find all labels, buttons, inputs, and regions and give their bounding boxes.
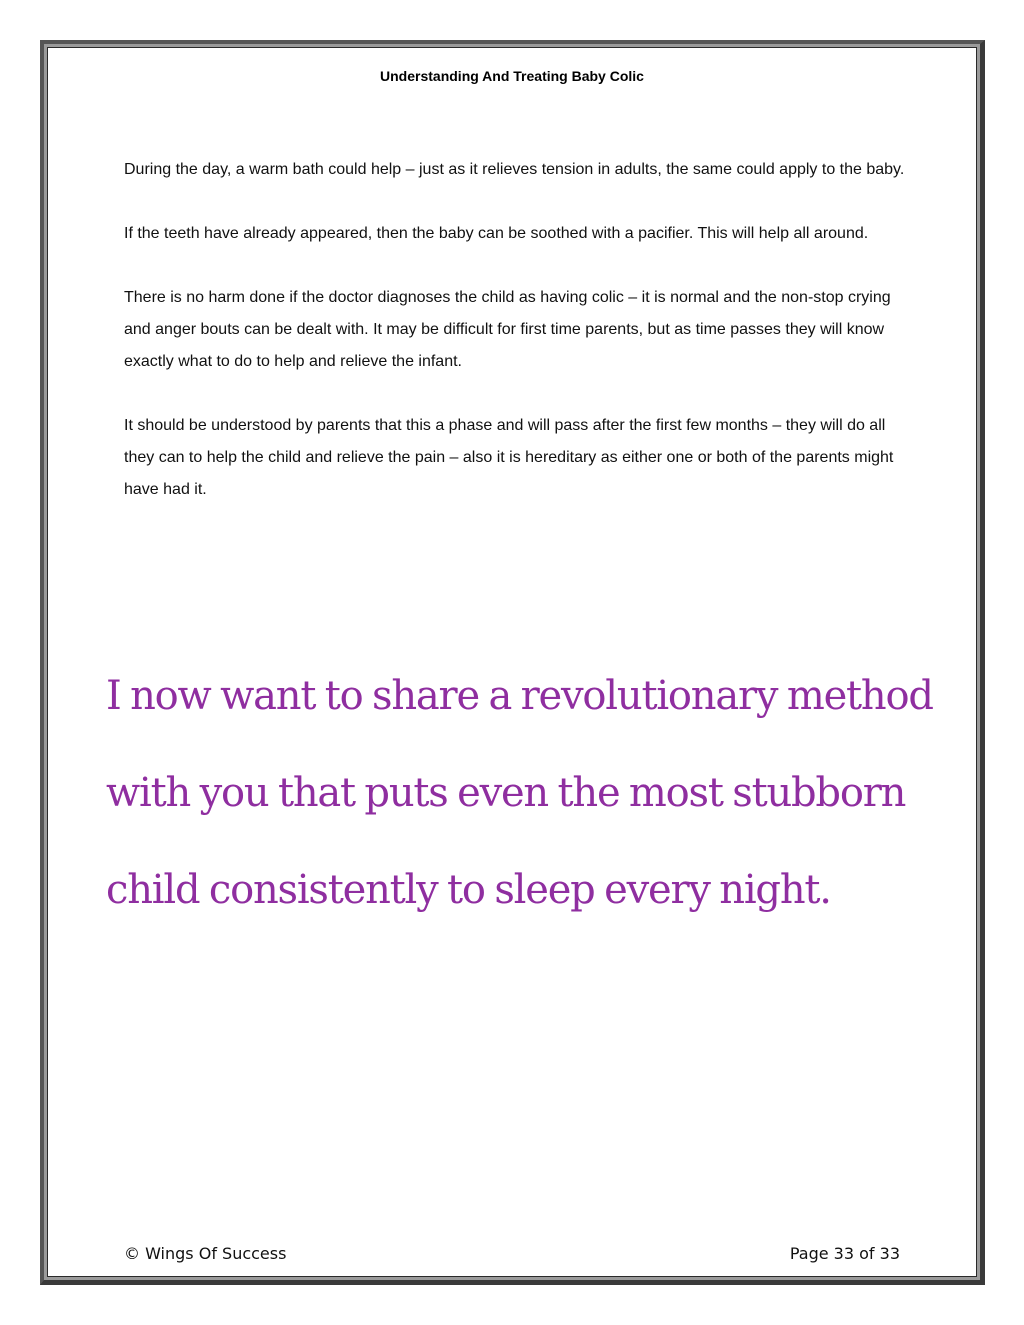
promo-callout: I now want to share a revolutionary method with you that puts even the most stubborn child consistently to sleep every night.	[106, 673, 933, 913]
copyright-text: © Wings Of Success	[124, 1244, 287, 1263]
page-number: Page 33 of 33	[789, 1244, 900, 1263]
paragraph-phase: It should be understood by parents that this a phase and will pass after the first few months – they will do all they can to help the child and relieve the pain – also it is hereditary as either one or both of the parents might have had it.	[124, 417, 894, 498]
page-frame	[40, 40, 985, 1285]
page	[47, 47, 977, 1277]
page-footer	[124, 1244, 900, 1263]
paragraph-pacifier: If the teeth have already appeared, then the baby can be soothed with a pacifier. This will help all around.	[124, 225, 869, 242]
paragraph-diagnosis: There is no harm done if the doctor diagnoses the child as having colic – it is normal and the non-stop crying and anger bouts can be dealt with. It may be difficult for first time parents, but as time passes they will know exactly what to do to help and relieve the infant.	[124, 289, 891, 370]
paragraph-warm-bath: During the day, a warm bath could help – just as it relieves tension in adults, the same could apply to the baby.	[124, 161, 905, 178]
running-header: Understanding And Treating Baby Colic	[380, 68, 644, 84]
body-text	[124, 154, 914, 538]
